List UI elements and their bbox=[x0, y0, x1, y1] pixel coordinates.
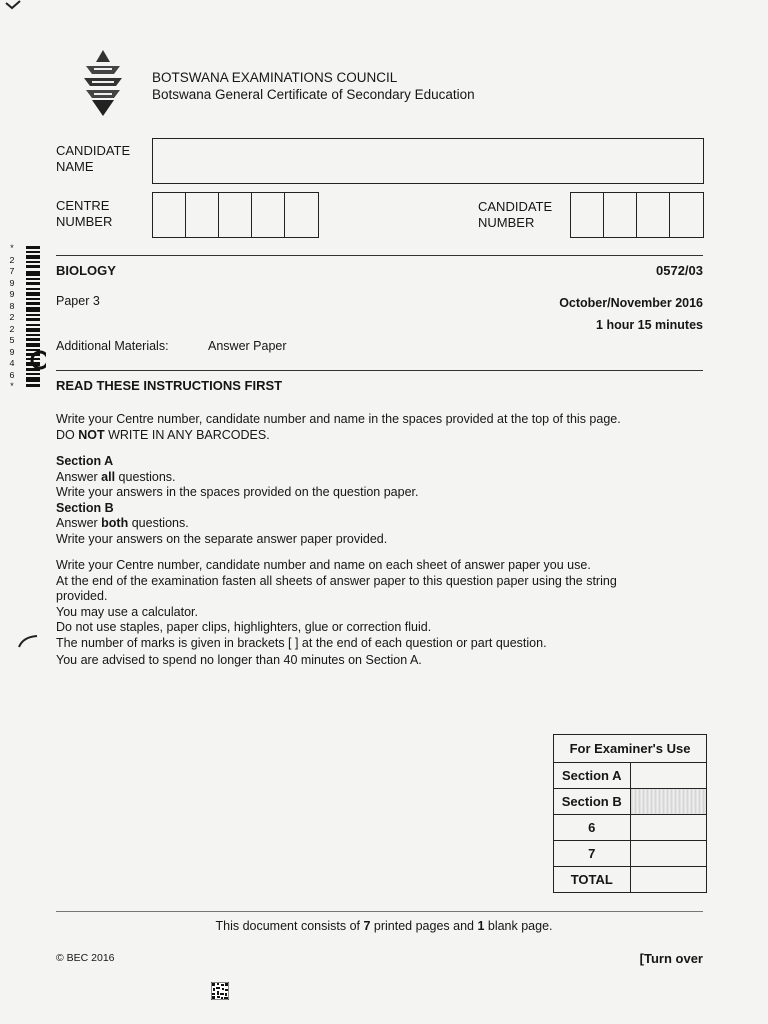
subject: BIOLOGY bbox=[56, 263, 116, 278]
examiner-mark-cell[interactable] bbox=[630, 763, 707, 789]
divider bbox=[56, 370, 703, 371]
examiner-mark-cell[interactable] bbox=[630, 841, 707, 867]
label-line: NAME bbox=[56, 159, 94, 174]
examiner-row-label: 6 bbox=[554, 815, 631, 841]
duration: 1 hour 15 minutes bbox=[596, 318, 703, 332]
instruction-line: At the end of the examination fasten all sheets of answer paper to this question paper using the string bbox=[56, 573, 617, 588]
instruction-line: provided. bbox=[56, 589, 108, 603]
digit-box[interactable] bbox=[219, 193, 252, 237]
paper-number: Paper 3 bbox=[56, 294, 100, 308]
examiner-row-label: Section B bbox=[554, 789, 631, 815]
instruction-line: Write your Centre number, candidate number and name in the spaces provided at the top of this page. bbox=[56, 412, 621, 426]
materials-label: Additional Materials: bbox=[56, 339, 169, 353]
digit-box[interactable] bbox=[186, 193, 219, 237]
examiner-mark-cell[interactable] bbox=[630, 867, 707, 893]
examiner-mark-cell[interactable] bbox=[630, 815, 707, 841]
examiner-use-table bbox=[553, 734, 707, 893]
instruction-line: DO NOT WRITE IN ANY BARCODES. bbox=[56, 427, 270, 442]
divider bbox=[56, 911, 703, 912]
certificate-title: Botswana General Certificate of Secondary Education bbox=[152, 87, 475, 102]
label-line: CENTRE bbox=[56, 198, 110, 213]
materials-value: Answer Paper bbox=[208, 339, 287, 353]
instructions-heading: READ THESE INSTRUCTIONS FIRST bbox=[56, 378, 283, 393]
digit-box[interactable] bbox=[637, 193, 670, 237]
instruction-line: Answer all questions. bbox=[56, 469, 176, 484]
divider bbox=[56, 255, 703, 256]
instruction-line: Write your Centre number, candidate number and name on each sheet of answer paper you use. bbox=[56, 558, 591, 572]
digit-box[interactable] bbox=[571, 193, 604, 237]
instruction-line: You may use a calculator. bbox=[56, 604, 198, 619]
copyright: © BEC 2016 bbox=[56, 952, 115, 964]
digit-box[interactable] bbox=[604, 193, 637, 237]
turn-over: [Turn over bbox=[639, 951, 703, 966]
instruction-line: The number of marks is given in brackets [ ] at the end of each question or part question. bbox=[56, 635, 547, 650]
digit-box[interactable] bbox=[153, 193, 186, 237]
paper-code: 0572/03 bbox=[656, 263, 703, 278]
candidate-number-boxes bbox=[570, 192, 704, 238]
pen-mark bbox=[17, 633, 39, 649]
centre-number-label bbox=[56, 198, 112, 230]
digit-box[interactable] bbox=[285, 193, 318, 237]
instructions-sections bbox=[56, 454, 418, 547]
pen-mark bbox=[4, 0, 24, 10]
candidate-name-field[interactable] bbox=[152, 138, 704, 184]
council-name: BOTSWANA EXAMINATIONS COUNCIL bbox=[152, 70, 398, 85]
examiner-table-heading: For Examiner's Use bbox=[554, 735, 707, 763]
instruction-line: Answer both questions. bbox=[56, 516, 189, 530]
centre-number-boxes bbox=[152, 192, 319, 238]
exam-session: October/November 2016 bbox=[559, 296, 703, 310]
section-b-title: Section B bbox=[56, 500, 114, 515]
label-line: NUMBER bbox=[478, 215, 535, 230]
instruction-line: Write your answers on the separate answer paper provided. bbox=[56, 531, 388, 546]
qr-code-icon bbox=[211, 982, 229, 1000]
instructions-general bbox=[56, 558, 617, 669]
examiner-mark-cell[interactable] bbox=[630, 789, 707, 815]
examiner-row-label: Section A bbox=[554, 763, 631, 789]
examiner-row-label: 7 bbox=[554, 841, 631, 867]
instruction-line: Write your answers in the spaces provided on the question paper. bbox=[56, 485, 419, 499]
instruction-line: You are advised to spend no longer than 40 minutes on Section A. bbox=[56, 653, 422, 667]
candidate-name-label bbox=[56, 143, 130, 175]
instruction-line: Do not use staples, paper clips, highlighters, glue or correction fluid. bbox=[56, 620, 432, 634]
label-line: CANDIDATE bbox=[478, 199, 553, 214]
section-a-title: Section A bbox=[56, 454, 114, 468]
candidate-number-label bbox=[478, 199, 552, 231]
barcode-digits: * 2 7 9 9 8 2 2 5 9 4 6 * bbox=[9, 244, 15, 392]
instructions-block-1 bbox=[56, 412, 621, 443]
label-line: CANDIDATE bbox=[56, 143, 131, 158]
examiner-row-label: TOTAL bbox=[554, 867, 631, 893]
digit-box[interactable] bbox=[670, 193, 703, 237]
bec-logo-icon bbox=[78, 48, 128, 118]
label-line: NUMBER bbox=[56, 214, 113, 229]
digit-box[interactable] bbox=[252, 193, 285, 237]
document-page-count: This document consists of 7 printed pages and 1 blank page. bbox=[215, 919, 553, 933]
barcode bbox=[6, 244, 46, 392]
